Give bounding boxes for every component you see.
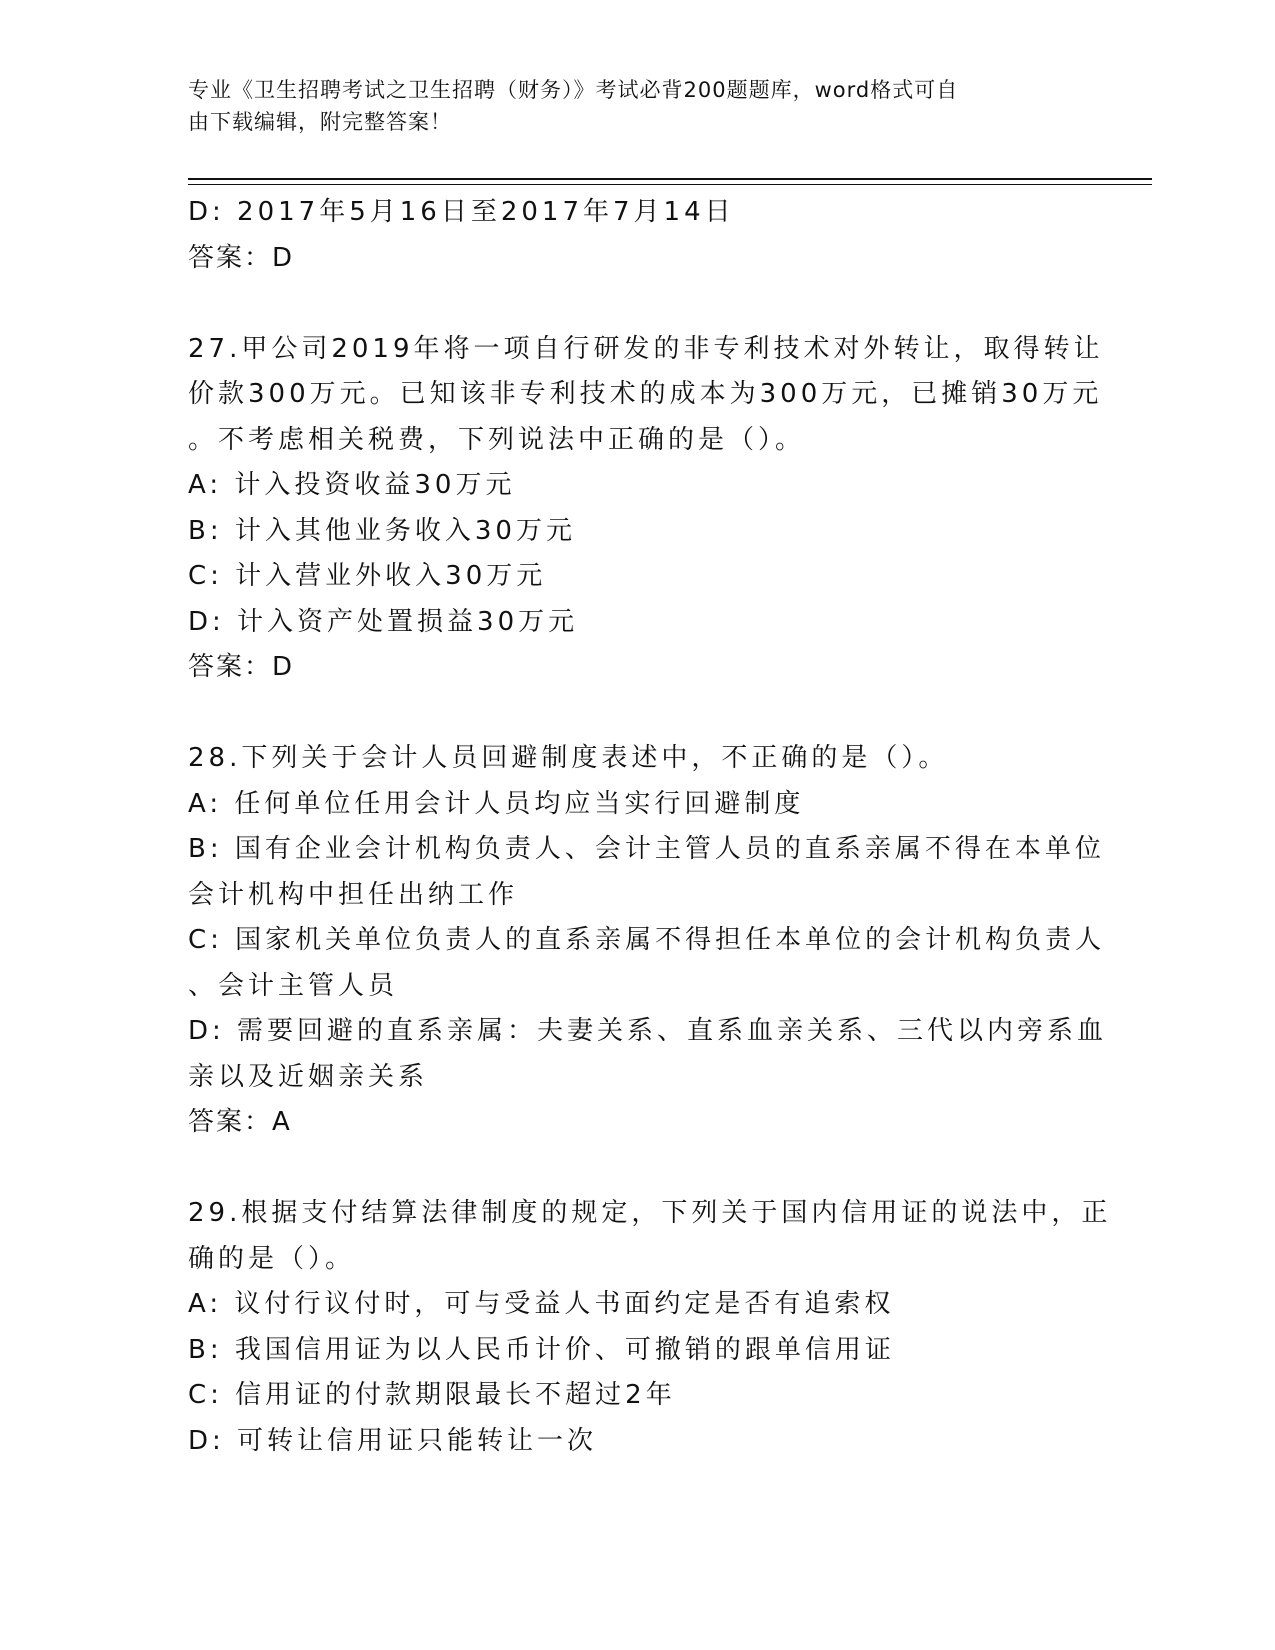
answer-line: 答案：D [188,242,295,273]
spacer [188,281,1088,327]
option-d: D: 2017年5月16日至2017年7月14日 [188,197,735,227]
option-d-continued: 亲以及近姻亲关系 [188,1061,429,1092]
option-c-continued: 、会计主管人员 [188,970,399,1001]
question-stem: 28.下列关于会计人员回避制度表述中，不正确的是（）。 [188,743,949,773]
header-rule-thin [188,184,1152,185]
option-d: D: 可转让信用证只能转让一次 [188,1425,598,1456]
option-b-continued: 会计机构中担任出纳工作 [188,879,519,910]
option-a: A: 计入投资收益30万元 [188,470,516,500]
previous-question-tail [188,190,1088,281]
question-stem: 27.甲公司2019年将一项自行研发的非专利技术对外转让，取得转让 [188,333,1104,364]
question-stem: 29.根据支付结算法律制度的规定，下列关于国内信用证的说法中，正 [188,1198,1112,1228]
header-line-2: 由下载编辑，附完整答案！ [188,110,452,134]
option-a: A: 任何单位任用会计人员均应当实行回避制度 [188,788,805,819]
answer-line: 答案：A [188,1107,292,1137]
spacer [188,691,1088,737]
question-stem: 确的是（）。 [188,1243,356,1274]
question-stem: 。不考虑相关税费，下列说法中正确的是（）。 [188,424,806,455]
option-c: C: 信用证的付款期限最长不超过2年 [188,1380,676,1410]
option-b: B: 计入其他业务收入30万元 [188,515,576,546]
option-c: C: 计入营业外收入30万元 [188,561,547,591]
question-28 [188,736,1108,1146]
option-b: B: 国有企业会计机构负责人、会计主管人员的直系亲属不得在本单位 [188,834,1105,864]
header-line-1: 专业《卫生招聘考试之卫生招聘（财务）》考试必背200题题库，word格式可自 [188,78,959,102]
document-body [188,190,1112,1464]
question-27 [188,327,1104,691]
option-b: B: 我国信用证为以人民币计价、可撤销的跟单信用证 [188,1334,895,1365]
question-stem: 价款300万元。已知该非专利技术的成本为300万元，已摊销30万元 [188,379,1103,409]
option-c: C: 国家机关单位负责人的直系亲属不得担任本单位的会计机构负责人 [188,925,1106,955]
spacer [188,1146,1088,1192]
answer-line: 答案：D [188,652,295,682]
option-d: D: 计入资产处置损益30万元 [188,606,579,637]
option-d: D: 需要回避的直系亲属：夫妻关系、直系血亲关系、三代以内旁系血 [188,1016,1108,1046]
option-a: A: 议付行议付时，可与受益人书面约定是否有追索权 [188,1289,895,1319]
question-29 [188,1191,1112,1464]
document-header [188,74,1068,138]
header-rule-thick [188,178,1152,180]
